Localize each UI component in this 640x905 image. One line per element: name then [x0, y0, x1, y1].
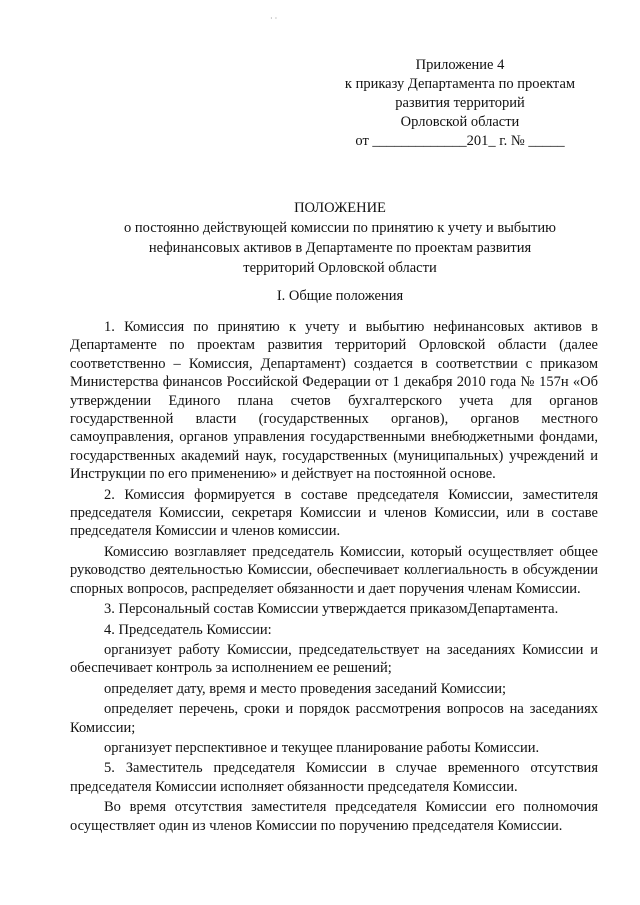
- annex-region: Орловской области: [400, 114, 520, 130]
- title-subtitle-2: нефинансовых активов в Департаменте по проектам развития: [148, 240, 532, 256]
- annex-number: Приложение 4: [415, 57, 505, 73]
- annex-date-number: от _____________201_ г. № _____: [355, 133, 565, 149]
- title-heading: ПОЛОЖЕНИЕ: [294, 200, 386, 216]
- annex-order-ref: к приказу Департамента по проектам: [344, 76, 576, 92]
- paragraph-6: организует работу Комиссии, председательствует на заседаниях Комиссии и обеспечивает контроль за исполнением ее решений;: [70, 641, 598, 677]
- document-title: [70, 198, 610, 278]
- paragraph-11: Во время отсутствия заместителя председателя Комиссии его полномочия осуществляет один из членов Комиссии по поручению председателя Комиссии.: [70, 799, 598, 834]
- paragraph-10: 5. Заместитель председателя Комиссии в случае временного отсутствия председателя Комиссии исполняет обязанности председателя Комиссии.: [70, 760, 598, 795]
- title-subtitle-1: о постоянно действующей комиссии по принятию к учету и выбытию: [124, 220, 556, 236]
- paragraph-9: организует перспективное и текущее планирование работы Комиссии.: [104, 739, 540, 756]
- paragraph-3: Комиссию возглавляет председатель Комиссии, который осуществляет общее руководство деятельностью Комиссии, обеспечивает коллегиальность в обсуждении спорных вопросов, распределяет обязанности и дает поручения членам Комиссии.: [70, 543, 598, 597]
- title-subtitle-3: территорий Орловской области: [243, 260, 437, 276]
- paragraph-2: 2. Комиссия формируется в составе председателя Комиссии, заместителя председателя Комиссии, секретаря Комиссии и членов Комиссии, или в составе председателя Комиссии и членов комиссии.: [70, 486, 598, 540]
- paragraph-5: 4. Председатель Комиссии:: [104, 621, 272, 638]
- scan-speck: · ·: [270, 14, 278, 23]
- document-body: [70, 318, 598, 837]
- paragraph-1: 1. Комиссия по принятию к учету и выбытию нефинансовых активов в Департаменте по проектам развития территорий Орловской области (далее соответственно – Комиссия, Департамент) создается в соответствии с приказом Министерства финансов Российской Федерации от 1 декабря 2010 года № 157н «Об утверждении Единого плана счетов бухгалтерского учета для органов государственной власти (государственных органов), органов местного самоуправления, органов управления государственными внебюджетными фондами, государственных академий наук, государственных (муниципальных) учреждений и Инструкции по его применению» и действует на постоянной основе.: [70, 319, 598, 483]
- paragraph-4: 3. Персональный состав Комиссии утверждается приказомДепартамента.: [104, 601, 559, 618]
- section-heading: I. Общие положения: [276, 288, 404, 304]
- paragraph-7: определяет дату, время и место проведения заседаний Комиссии;: [104, 680, 506, 697]
- annex-block: [330, 56, 590, 151]
- annex-order-ref-2: развития территорий: [395, 95, 525, 111]
- paragraph-8: определяет перечень, сроки и порядок рассмотрения вопросов на заседаниях Комиссии;: [70, 701, 598, 736]
